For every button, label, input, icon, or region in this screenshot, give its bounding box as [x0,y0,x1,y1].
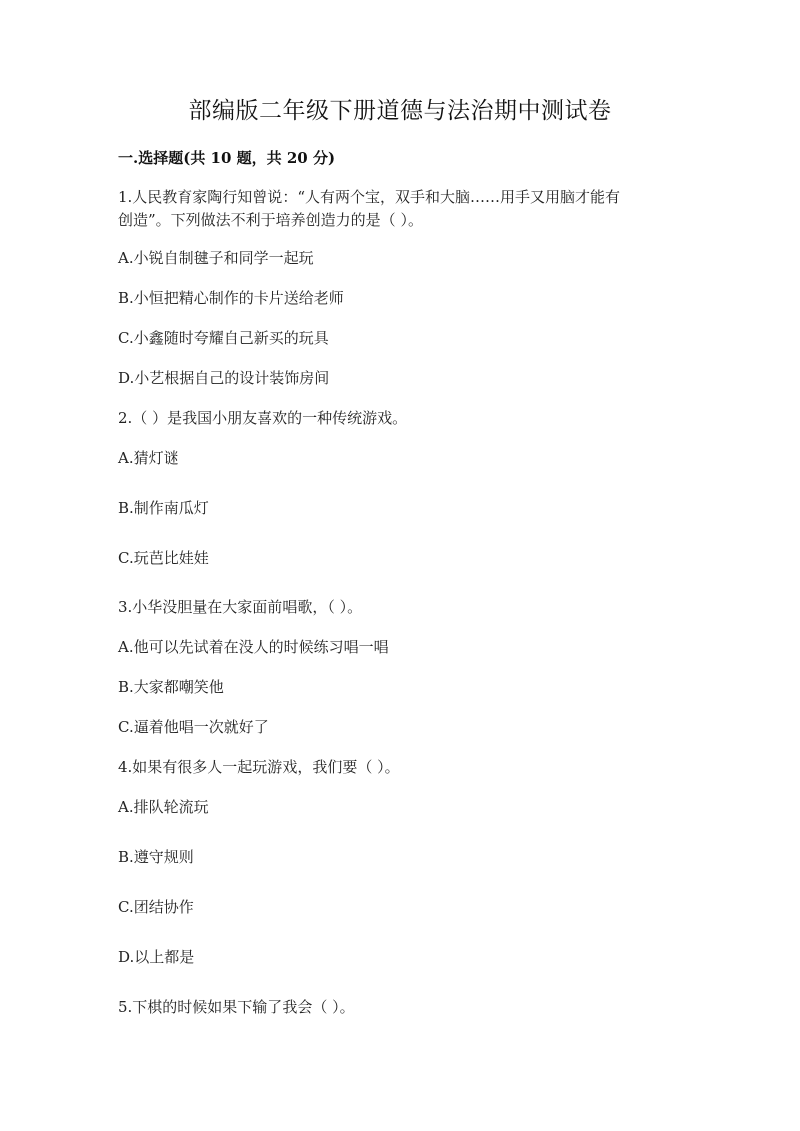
question-3-option-b: B.大家都嘲笑他 [118,678,224,696]
question-3-option-a: A.他可以先试着在没人的时候练习唱一唱 [118,638,389,656]
question-2-option-b: B.制作南瓜灯 [118,499,209,517]
question-2-option-c: C.玩芭比娃娃 [118,549,209,567]
section-heading: 一.选择题(共 10 题，共 20 分) [118,149,336,167]
question-2-stem: 2.（ ）是我国小朋友喜欢的一种传统游戏。 [118,409,408,427]
question-4-option-a: A.排队轮流玩 [118,798,209,816]
question-3-option-c: C.逼着他唱一次就好了 [118,718,269,736]
question-4-option-c: C.团结协作 [118,898,194,916]
question-2-option-a: A.猜灯谜 [118,449,179,467]
question-1-option-a: A.小锐自制毽子和同学一起玩 [118,249,314,267]
question-1-option-b: B.小恒把精心制作的卡片送给老师 [118,289,344,307]
question-4-option-b: B.遵守规则 [118,848,194,866]
question-1-option-d: D.小艺根据自己的设计装饰房间 [118,369,330,387]
document-title: 部编版二年级下册道德与法治期中测试卷 [188,98,612,124]
question-1-stem-line-1: 1.人民教育家陶行知曾说：“人有两个宝，双手和大脑……用手又用脑才能有 [118,188,620,206]
question-1-stem-line-2: 创造”。下列做法不利于培养创造力的是（ ）。 [118,211,423,229]
question-1-option-c: C.小鑫随时夸耀自己新买的玩具 [118,329,329,347]
question-3-stem: 3.小华没胆量在大家面前唱歌，（ ）。 [118,598,363,616]
question-5-stem: 5.下棋的时候如果下输了我会（ ）。 [118,998,355,1016]
question-4-stem: 4.如果有很多人一起玩游戏，我们要（ ）。 [118,758,400,776]
question-4-option-d: D.以上都是 [118,948,195,966]
